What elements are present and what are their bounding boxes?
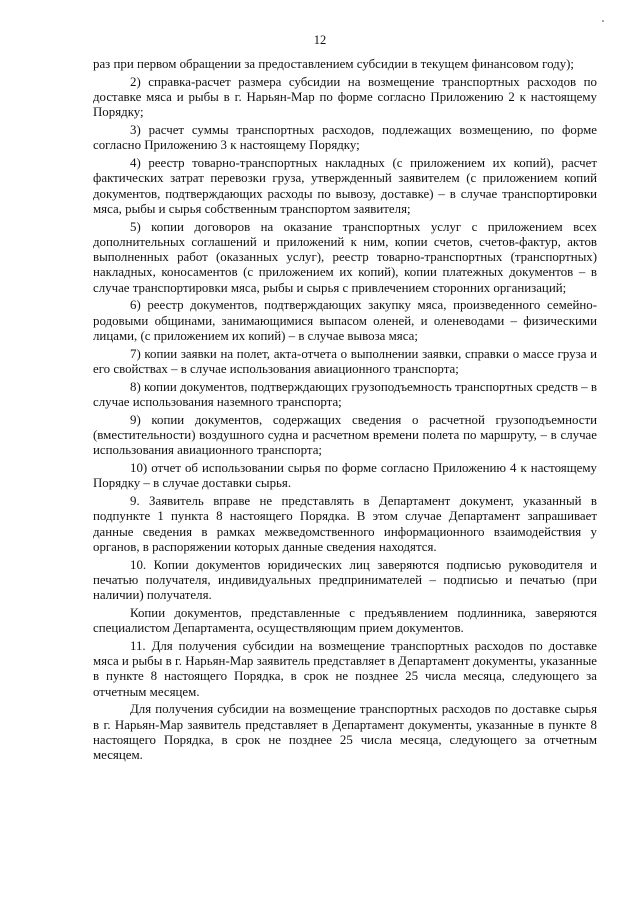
paragraph-item-10: 10) отчет об использовании сырья по форме согласно Приложению 4 к настоящему Порядку – в случае доставки сырья. [93,460,597,491]
paragraph-item-8: 8) копии документов, подтверждающих грузоподъемность транспортных средств – в случае использования наземного транспорта; [93,379,597,409]
page-number: 12 [313,33,327,47]
scan-speck [602,20,604,22]
paragraph-item-6: 6) реестр документов, подтверждающих закупку мяса, произведенного семейно-родовыми общинами, занимающимися выпасом оленей, и оленеводами – физическими лицами, (с приложением их копий) – в случае вывоза мяса; [93,298,597,343]
paragraph-item-9: 9) копии документов, содержащих сведения о расчетной грузоподъемности (вместительности) воздушного судна и расчетном времени полета по маршруту, – в случае использования авиационного транспорта; [93,412,597,458]
paragraph-item-5: 5) копии договоров на оказание транспортных услуг с приложением всех дополнительных соглашений и приложений к ним, копии счетов, счетов-фактур, актов выполненных работ (оказанных услуг), реестр товарно-транспортных (транспортных) накладных, коносаментов (с приложением их копий), копии платежных документов – в случае транспортировки мяса, рыбы и сырья с привлечением сторонних организаций; [93,219,597,295]
paragraph-item-7: 7) копии заявки на полет, акта-отчета о выполнении заявки, справки о массе груза и его свойствах – в случае использования авиационного транспорта; [93,346,597,376]
paragraph-item-4: 4) реестр товарно-транспортных накладных (с приложением их копий), расчет фактических затрат перевозки груза, утвержденный заявителем (с приложением копий документов, подтверждающих расходы по вывозу, доставке) – в случае транспортировки мяса, рыбы и сырья собственным транспортом заявителя; [93,155,597,216]
paragraph-raw-materials: Для получения субсидии на возмещение транспортных расходов по доставке сырья в г. Нарьян-Мар заявитель представляет в Департамент документы, указанные в пункте 8 настоящего Порядка, в срок не позднее 25 числа месяца, следующего за отчетным месяцем. [93,702,597,763]
paragraph-clause-9: 9. Заявитель вправе не представлять в Департамент документ, указанный в подпункте 1 пункта 8 настоящего Порядка. В этом случае Департамент запрашивает данные сведения в рамках межведомственного информационного взаимодействия у органов, в распоряжении которых данные сведения находятся. [93,493,597,554]
paragraph-continuation: раз при первом обращении за предоставлением субсидии в текущем финансовом году); [93,57,575,71]
paragraph-item-2: 2) справка-расчет размера субсидии на возмещение транспортных расходов по доставке мяса и рыбы в г. Нарьян-Мар по форме согласно Приложению 2 к настоящему Порядку; [93,74,597,120]
document-body [93,57,597,766]
paragraph-clause-11: 11. Для получения субсидии на возмещение транспортных расходов по доставке мяса и рыбы в г. Нарьян-Мар заявитель представляет в Департамент документы, указанные в пункте 8 настоящего Порядка, в срок не позднее 25 числа месяца, следующего за отчетным месяцем. [93,638,597,699]
paragraph-copies-certification: Копии документов, представленные с предъявлением подлинника, заверяются специалистом Департамента, осуществляющим прием документов. [93,605,597,636]
paragraph-clause-10: 10. Копии документов юридических лиц заверяются подписью руководителя и печатью получателя, индивидуальных предпринимателей – подписью и печатью (при наличии) получателя. [93,557,597,603]
paragraph-item-3: 3) расчет суммы транспортных расходов, подлежащих возмещению, по форме согласно Приложению 3 к настоящему Порядку; [93,122,597,153]
